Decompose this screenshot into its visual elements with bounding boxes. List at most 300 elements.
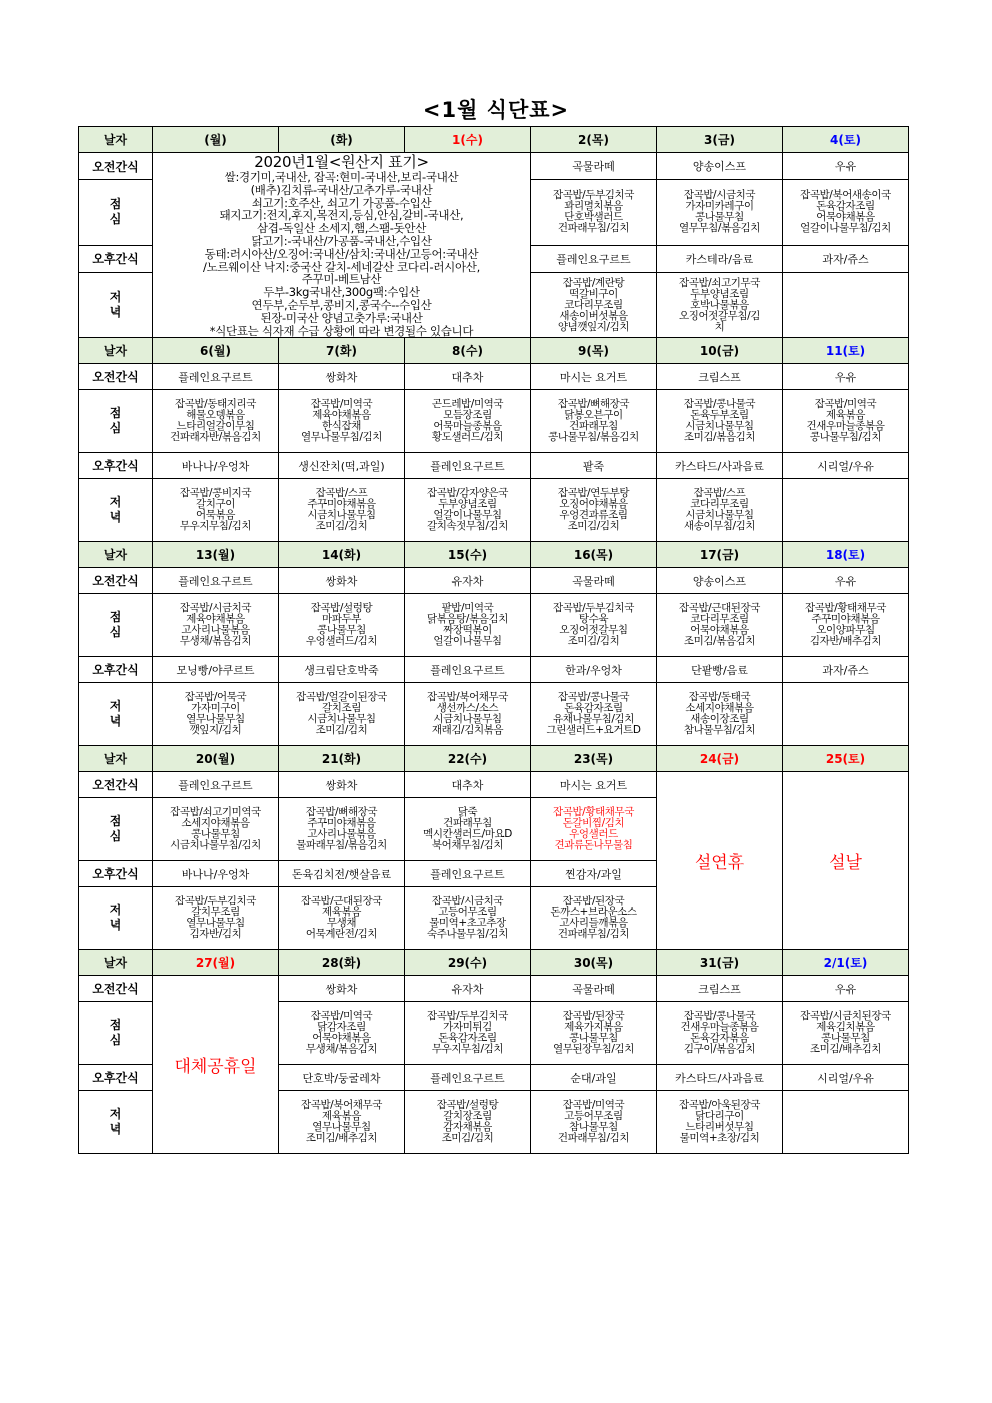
lunch-cell: [153, 390, 279, 453]
row-label-pm: 오후간식: [79, 1065, 153, 1091]
dinner-item: 잡곡밥/미역국: [562, 1099, 625, 1112]
origin-line: 돼지고기:전지,후지,목전지,등심,안심,갈비-국내산,: [219, 208, 464, 223]
lunch-item: 콩나물무침: [569, 1032, 618, 1045]
row-label-dinner: 저 녁: [79, 479, 153, 542]
lunch-item: 시금치나물무침/김치: [170, 839, 261, 852]
dinner-item: 느타리버섯무침: [685, 1121, 754, 1134]
pm-snack-cell: 팥죽: [531, 453, 657, 479]
day-header: 21(화): [279, 746, 405, 772]
dinner-item: 오징어젓갈무침/김: [678, 309, 761, 322]
lunch-item: 가자미카레구이: [685, 200, 754, 213]
lunch-item: 닭감자조림: [317, 1021, 366, 1034]
lunch-cell: [405, 1002, 531, 1065]
row-label-dinner: 저 녁: [79, 1091, 153, 1154]
origin-line: 쇠고기:호주산, 쇠고기 가공품-수입산: [251, 195, 432, 210]
day-header: 22(수): [405, 746, 531, 772]
am-snack-cell: 양송이스프: [657, 153, 783, 180]
dinner-cell: [153, 479, 279, 542]
dinner-item: 갈치무조림: [191, 906, 240, 919]
lunch-item: 우엉샐러드: [569, 828, 618, 841]
lunch-item: 제육야채볶음: [312, 409, 371, 422]
dinner-item: 잡곡밥/스프: [315, 487, 368, 500]
dinner-item: 어묵볶음: [196, 509, 235, 522]
lunch-item: 우엉샐러드/김치: [305, 635, 378, 648]
row-label-am: 오전간식: [79, 568, 153, 594]
dinner-item: 조미김/김치: [315, 724, 368, 737]
lunch-item: 잡곡밥/쇠고기미역국: [170, 806, 261, 819]
day-header: 7(화): [279, 338, 405, 364]
dinner-item: 재래김/김치볶음: [431, 724, 504, 737]
pm-snack-cell: 카스타드/사과음료: [657, 453, 783, 479]
lunch-item: 닭봉오븐구이: [564, 409, 623, 422]
lunch-item: 고사리나물볶음: [181, 624, 250, 637]
dinner-item: 잡곡밥/얼갈이된장국: [296, 691, 387, 704]
day-header: 27(월): [153, 950, 279, 976]
lunch-item: 건새우마늘종볶음: [806, 420, 885, 433]
lunch-item: 탕수육: [578, 613, 609, 626]
am-snack-cell: 우유: [783, 364, 909, 390]
am-snack-cell: 우유: [783, 568, 909, 594]
dinner-item: 김자반/김치: [189, 928, 242, 941]
dinner-item: 시금치나물무침: [307, 713, 376, 726]
pm-snack-cell: 카스테라/음료: [657, 245, 783, 272]
am-snack-cell: 마시는 요거트: [531, 772, 657, 798]
lunch-item: 잡곡밥/콩나물국: [683, 1010, 756, 1023]
origin-line: 쌀:경기미,국내산, 잡곡:현미-국내산,보리-국내산: [224, 170, 459, 184]
am-snack-cell: 크림스프: [657, 976, 783, 1002]
dinner-cell: [279, 683, 405, 746]
lunch-cell: [783, 594, 909, 657]
row-label-lunch: 점 심: [79, 594, 153, 657]
lunch-cell: [657, 1002, 783, 1065]
dinner-cell: [405, 683, 531, 746]
am-snack-cell: 곡물라떼: [531, 568, 657, 594]
lunch-item: 오징어젓갈무침: [559, 624, 628, 637]
origin-title: 2020년1월<원산지 표기>: [254, 153, 429, 171]
dinner-item: 숙주나물무침/김치: [426, 928, 509, 941]
lunch-cell: [783, 1002, 909, 1065]
am-snack-cell: 쌍화차: [279, 568, 405, 594]
dinner-item: 어묵계란전/김치: [305, 928, 378, 941]
lunch-item: 제육볶음: [826, 409, 865, 422]
lunch-item: 조미김/볶음김치: [683, 431, 756, 444]
dinner-item: 잡곡밥/계란탕: [562, 276, 625, 289]
origin-line: /노르웨이산 낙지:중국산 갈치-세네갈산 코다리-러시아산,: [203, 259, 480, 274]
lunch-item: 돈육감자조림: [816, 200, 875, 213]
dinner-item: 호박나물볶음: [690, 298, 749, 311]
lunch-item: 콩나물무침: [191, 828, 240, 841]
pm-snack-cell: 플레인요구르트: [405, 453, 531, 479]
lunch-item: 조미김/김치: [567, 635, 620, 648]
am-snack-cell: 쌍화차: [279, 364, 405, 390]
dinner-item: 잡곡밥/두부김치국: [174, 895, 257, 908]
dinner-item: 시금치나물무침: [685, 509, 754, 522]
dinner-cell: [153, 887, 279, 950]
dinner-item: 유채나물무침/김치: [552, 713, 635, 726]
dinner-item: 열무나물무침: [312, 1121, 371, 1134]
lunch-item: 잡곡밥/콩나물국: [683, 398, 756, 411]
row-label-am: 오전간식: [79, 153, 153, 180]
lunch-item: 열무나물무침/김치: [300, 431, 383, 444]
lunch-item: 잡곡밥/시금치국: [179, 602, 252, 615]
dinner-cell: [405, 1091, 531, 1154]
dinner-item: 잡곡밥/콩비지국: [179, 487, 252, 500]
dinner-item: 얼갈이나물무침: [433, 509, 502, 522]
dinner-item: 참나물무침: [569, 1121, 618, 1134]
lunch-item: 잡곡밥/미역국: [310, 398, 373, 411]
pm-snack-cell: 과자/쥬스: [783, 657, 909, 683]
am-snack-cell: 크림스프: [657, 364, 783, 390]
dinner-item: 잡곡밥/동태국: [688, 691, 751, 704]
day-header: 16(목): [531, 542, 657, 568]
lunch-item: 잡곡밥/미역국: [814, 398, 877, 411]
lunch-item: 돈갈비찜/김치: [562, 817, 625, 830]
lunch-cell: [405, 594, 531, 657]
am-snack-cell: 우유: [783, 976, 909, 1002]
dinner-cell: [405, 479, 531, 542]
day-header: 20(월): [153, 746, 279, 772]
origin-line: (배추)김치류-국내산/고추가루-국내산: [250, 182, 433, 197]
dinner-cell: [279, 1091, 405, 1154]
date-label: 날자: [79, 127, 153, 153]
lunch-item: 무우지무침/김치: [431, 1043, 504, 1056]
am-snack-cell: 우유: [783, 153, 909, 180]
lunch-item: 닭죽: [457, 806, 478, 819]
lunch-item: 잡곡밥/황태채무국: [552, 806, 635, 819]
day-header: 15(수): [405, 542, 531, 568]
lunch-item: 코다리무조림: [690, 613, 749, 626]
dinner-item: 생선까스/소스: [436, 702, 499, 715]
dinner-item: 조미김/김치: [567, 520, 620, 533]
pm-snack-cell: 생크림단호박죽: [279, 657, 405, 683]
lunch-cell: [783, 180, 909, 246]
lunch-item: 마파두부: [322, 613, 361, 626]
dinner-cell: [531, 887, 657, 950]
dinner-item: 깻잎지/김치: [189, 724, 242, 737]
dinner-item: 조미김/김치: [315, 520, 368, 533]
dinner-item: 물미역+초장/김치: [679, 1132, 760, 1145]
dinner-item: 새송이장조림: [690, 713, 749, 726]
pm-snack-cell: 카스타드/사과음료: [657, 1065, 783, 1091]
lunch-cell: [153, 594, 279, 657]
day-header: 30(목): [531, 950, 657, 976]
day-header: 6(월): [153, 338, 279, 364]
lunch-item: 돈육감자조림: [438, 1032, 497, 1045]
lunch-item: 어묵야채볶음: [312, 1032, 371, 1045]
day-header: 2/1(토): [783, 950, 909, 976]
dinner-cell: [783, 272, 909, 338]
am-snack-cell: 양송이스프: [657, 568, 783, 594]
day-header: 13(월): [153, 542, 279, 568]
lunch-item: 조미김/배추김치: [809, 1043, 882, 1056]
dinner-item: 열무나물무침: [186, 713, 245, 726]
dinner-item: 잡곡밥/아욱된장국: [678, 1099, 761, 1112]
lunch-item: 멕시칸샐러드/마요D: [423, 828, 512, 841]
row-label-am: 오전간식: [79, 772, 153, 798]
day-header: 4(토): [783, 127, 909, 153]
lunch-cell: [531, 390, 657, 453]
lunch-item: 제육가지볶음: [564, 1021, 623, 1034]
lunch-item: 주꾸미야채볶음: [811, 613, 880, 626]
day-header: 10(금): [657, 338, 783, 364]
dinner-item: 잡곡밥/설렁탕: [436, 1099, 499, 1112]
dinner-item: 조미김/배추김치: [305, 1132, 378, 1145]
lunch-cell: [153, 798, 279, 861]
pm-snack-cell: 단호박/둥굴레차: [279, 1065, 405, 1091]
dinner-item: 잡곡밥/시금치국: [431, 895, 504, 908]
lunch-item: 무생채/볶음김치: [305, 1043, 378, 1056]
day-header: (월): [153, 127, 279, 153]
lunch-item: 곤드레밥/미역국: [431, 398, 504, 411]
lunch-item: 시금치나물무침: [685, 420, 754, 433]
lunch-item: 건파래무침: [443, 817, 492, 830]
lunch-item: 모듬장조림: [443, 409, 492, 422]
lunch-item: 팥밥/미역국: [441, 602, 494, 615]
row-label-lunch: 점 심: [79, 390, 153, 453]
lunch-cell: [279, 1002, 405, 1065]
day-header: 11(토): [783, 338, 909, 364]
dinner-cell: [153, 683, 279, 746]
lunch-cell: [531, 1002, 657, 1065]
dinner-item: 양념깻잎지/김치: [557, 320, 630, 333]
dinner-item: 잡곡밥/감자양은국: [426, 487, 509, 500]
lunch-item: 얼갈이나물무침/김치: [800, 222, 891, 235]
lunch-item: 무생채/볶음김치: [179, 635, 252, 648]
dinner-item: 잡곡밥/북어채무국: [426, 691, 509, 704]
row-label-am: 오전간식: [79, 976, 153, 1002]
lunch-item: 어묵마늘종볶음: [433, 420, 502, 433]
row-label-am: 오전간식: [79, 364, 153, 390]
am-snack-cell: 곡물라떼: [531, 976, 657, 1002]
dinner-item: 치: [714, 320, 725, 333]
holiday-substitute: 대체공휴일: [153, 976, 279, 1154]
dinner-cell: [279, 887, 405, 950]
row-label-dinner: 저 녁: [79, 683, 153, 746]
lunch-cell: [657, 390, 783, 453]
dinner-cell: [783, 1091, 909, 1154]
dinner-cell: [657, 683, 783, 746]
origin-line: 주꾸미-베트남산: [301, 272, 382, 287]
lunch-item: 콩나물무침/볶음김치: [548, 431, 639, 444]
pm-snack-cell: 플레인요구르트: [405, 657, 531, 683]
dinner-item: 우엉견과류조림: [559, 509, 628, 522]
lunch-cell: [783, 390, 909, 453]
origin-line: 두부-3kg국내산,300g팩:수입산: [263, 285, 420, 300]
lunch-item: 잡곡밥/동태지리국: [174, 398, 257, 411]
dinner-item: 잡곡밥/스프: [693, 487, 746, 500]
dinner-item: 물미역+초고추장: [429, 917, 506, 930]
dinner-item: 닭다리구이: [695, 1110, 744, 1123]
dinner-cell: [531, 683, 657, 746]
lunch-item: 콩나물무침: [317, 624, 366, 637]
dinner-item: 떡갈비구이: [569, 287, 618, 300]
lunch-item: 물파래무침/볶음김치: [296, 839, 387, 852]
origin-notice: [153, 153, 531, 338]
dinner-item: 열무나물무침: [186, 917, 245, 930]
dinner-item: 조미김/김치: [441, 1132, 494, 1145]
origin-line: 동태:러시아산/오징어:국내산/삼치:국내산/고등어:국내산: [204, 246, 479, 261]
dinner-item: 두부양념조림: [438, 498, 497, 511]
lunch-item: 어묵야채볶음: [690, 624, 749, 637]
day-header: 14(화): [279, 542, 405, 568]
dinner-item: 돈육감자조림: [564, 702, 623, 715]
am-snack-cell: 쌍화차: [279, 772, 405, 798]
lunch-item: 김자반/배추김치: [809, 635, 882, 648]
dinner-item: 돈까스+브라운소스: [550, 906, 637, 919]
dinner-item: 주꾸미야채볶음: [307, 498, 376, 511]
dinner-item: 잡곡밥/어묵국: [184, 691, 247, 704]
day-header: 31(금): [657, 950, 783, 976]
lunch-item: 잡곡밥/두부김치국: [552, 602, 635, 615]
day-header: (화): [279, 127, 405, 153]
lunch-item: 제육김치볶음: [816, 1021, 875, 1034]
lunch-cell: [405, 798, 531, 861]
am-snack-cell: 유자차: [405, 568, 531, 594]
lunch-item: 건새우마늘종볶음: [680, 1021, 759, 1034]
day-header: 18(토): [783, 542, 909, 568]
lunch-item: 콩나물무침/김치: [809, 431, 882, 444]
pm-snack-cell: 시리얼/우유: [783, 453, 909, 479]
lunch-cell: [279, 390, 405, 453]
lunch-item: 느타리얼갈이무침: [176, 420, 255, 433]
am-snack-cell: 플레인요구르트: [153, 364, 279, 390]
dinner-item: 잡곡밥/쇠고기무국: [678, 276, 761, 289]
dinner-item: 고등어무조림: [438, 906, 497, 919]
pm-snack-cell: 바나나/우엉차: [153, 453, 279, 479]
dinner-item: 고사리들깨볶음: [559, 917, 628, 930]
date-label: 날자: [79, 338, 153, 364]
dinner-item: 무우지무침/김치: [179, 520, 252, 533]
lunch-item: 잡곡밥/두부김치국: [426, 1010, 509, 1023]
lunch-item: 주꾸미야채볶음: [307, 817, 376, 830]
pm-snack-cell: 생신잔치(떡,과일): [279, 453, 405, 479]
lunch-item: 닭볶음탕/볶음김치: [426, 613, 509, 626]
dinner-item: 두부양념조림: [690, 287, 749, 300]
day-header: 3(금): [657, 127, 783, 153]
lunch-cell: [531, 594, 657, 657]
am-snack-cell: 곡물라떼: [531, 153, 657, 180]
am-snack-cell: 대추차: [405, 772, 531, 798]
pm-snack-cell: 한과/우엉차: [531, 657, 657, 683]
lunch-item: 잡곡밥/시금치국: [683, 189, 756, 202]
day-header: 28(화): [279, 950, 405, 976]
origin-line: 된장-미국산 양념고춧가루:국내산: [260, 310, 423, 325]
dinner-item: 잡곡밥/근대된장국: [300, 895, 383, 908]
dinner-item: 갈치구이: [196, 498, 235, 511]
dinner-item: 시금치나물무침: [307, 509, 376, 522]
lunch-cell: [279, 594, 405, 657]
pm-snack-cell: 시리얼/우유: [783, 1065, 909, 1091]
dinner-cell: [531, 272, 657, 338]
day-header: 25(토): [783, 746, 909, 772]
lunch-cell: [657, 594, 783, 657]
am-snack-cell: 유자차: [405, 976, 531, 1002]
lunch-item: 잡곡밥/뼈해장국: [305, 806, 378, 819]
dinner-cell: [279, 479, 405, 542]
lunch-item: 견과류돈나무물침: [554, 839, 633, 852]
row-label-dinner: 저 녁: [79, 272, 153, 338]
lunch-item: 잡곡밥/황태채무국: [804, 602, 887, 615]
pm-snack-cell: 플레인요구르트: [405, 1065, 531, 1091]
dinner-item: 가자미구이: [191, 702, 240, 715]
lunch-item: 소세지야채볶음: [181, 817, 250, 830]
dinner-item: 코다리무조림: [690, 498, 749, 511]
dinner-item: 제육볶음: [322, 1110, 361, 1123]
lunch-item: 북어채무침/김치: [431, 839, 504, 852]
lunch-item: 꽈리멸치볶음: [564, 200, 623, 213]
meal-table: [78, 126, 909, 1154]
dinner-cell: [657, 1091, 783, 1154]
dinner-item: 참나물무침/김치: [683, 724, 756, 737]
row-label-pm: 오후간식: [79, 453, 153, 479]
pm-snack-cell: 과자/쥬스: [783, 245, 909, 272]
row-label-lunch: 점 심: [79, 1002, 153, 1065]
lunch-cell: [279, 798, 405, 861]
dinner-item: 잡곡밥/콩나물국: [557, 691, 630, 704]
lunch-item: 잡곡밥/설렁탕: [310, 602, 373, 615]
row-label-lunch: 점 심: [79, 798, 153, 861]
dinner-item: 소세지야채볶음: [685, 702, 754, 715]
lunch-item: 오이양파무침: [816, 624, 875, 637]
pm-snack-cell: 찐감자/과일: [531, 861, 657, 887]
lunch-item: 해물오뎅볶음: [186, 409, 245, 422]
pm-snack-cell: 순대/과일: [531, 1065, 657, 1091]
origin-line: 삼겹-독일산 소세지,햄,스팸-돗안산: [256, 221, 427, 236]
pm-snack-cell: 바나나/우엉차: [153, 861, 279, 887]
dinner-item: 오징어야채볶음: [559, 498, 628, 511]
day-header: 9(목): [531, 338, 657, 364]
am-snack-cell: 마시는 요거트: [531, 364, 657, 390]
dinner-item: 갈치장조림: [443, 1110, 492, 1123]
dinner-cell: [531, 479, 657, 542]
lunch-item: 잡곡밥/뼈해장국: [557, 398, 630, 411]
origin-line: *식단표는 식자재 수급 상황에 따라 변경될수 있습니다: [209, 323, 474, 338]
date-label: 날자: [79, 950, 153, 976]
lunch-cell: [657, 180, 783, 246]
dinner-item: 감자채볶음: [443, 1121, 492, 1134]
pm-snack-cell: 플레인요구르트: [531, 245, 657, 272]
lunch-item: 잡곡밥/두부김치국: [552, 189, 635, 202]
lunch-item: 가자미튀김: [443, 1021, 492, 1034]
date-label: 날자: [79, 542, 153, 568]
row-label-dinner: 저 녁: [79, 887, 153, 950]
day-header: 23(목): [531, 746, 657, 772]
dinner-item: 고등어무조림: [564, 1110, 623, 1123]
am-snack-cell: 쌍화차: [279, 976, 405, 1002]
dinner-item: 잡곡밥/연두부탕: [557, 487, 630, 500]
dinner-item: 시금치나물무침: [433, 713, 502, 726]
origin-line: 닭고기:-국내산/가공품-국내산,수입산: [251, 233, 432, 248]
lunch-item: 잡곡밥/시금치된장국: [800, 1010, 891, 1023]
dinner-item: 갈치속젓무침/김치: [426, 520, 509, 533]
lunch-item: 열무된장무침/김치: [552, 1043, 635, 1056]
dinner-cell: [531, 1091, 657, 1154]
origin-line: 연두부,순두부,콩비지,콩국수--수입산: [251, 297, 432, 312]
dinner-item: 무생채: [326, 917, 357, 930]
dinner-cell: [405, 887, 531, 950]
lunch-item: 어묵야채볶음: [816, 211, 875, 224]
pm-snack-cell: 돈육김치전/햇살음료: [279, 861, 405, 887]
am-snack-cell: 플레인요구르트: [153, 772, 279, 798]
lunch-item: 잡곡밥/미역국: [310, 1010, 373, 1023]
day-header: 29(수): [405, 950, 531, 976]
lunch-item: 잡곡밥/북어새송이국: [800, 189, 891, 202]
lunch-item: 돈육감자볶음: [690, 1032, 749, 1045]
dinner-item: 잡곡밥/된장국: [562, 895, 625, 908]
row-label-pm: 오후간식: [79, 861, 153, 887]
lunch-item: 황도샐러드/김치: [431, 431, 504, 444]
lunch-item: 얼갈이나물무침: [433, 635, 502, 648]
